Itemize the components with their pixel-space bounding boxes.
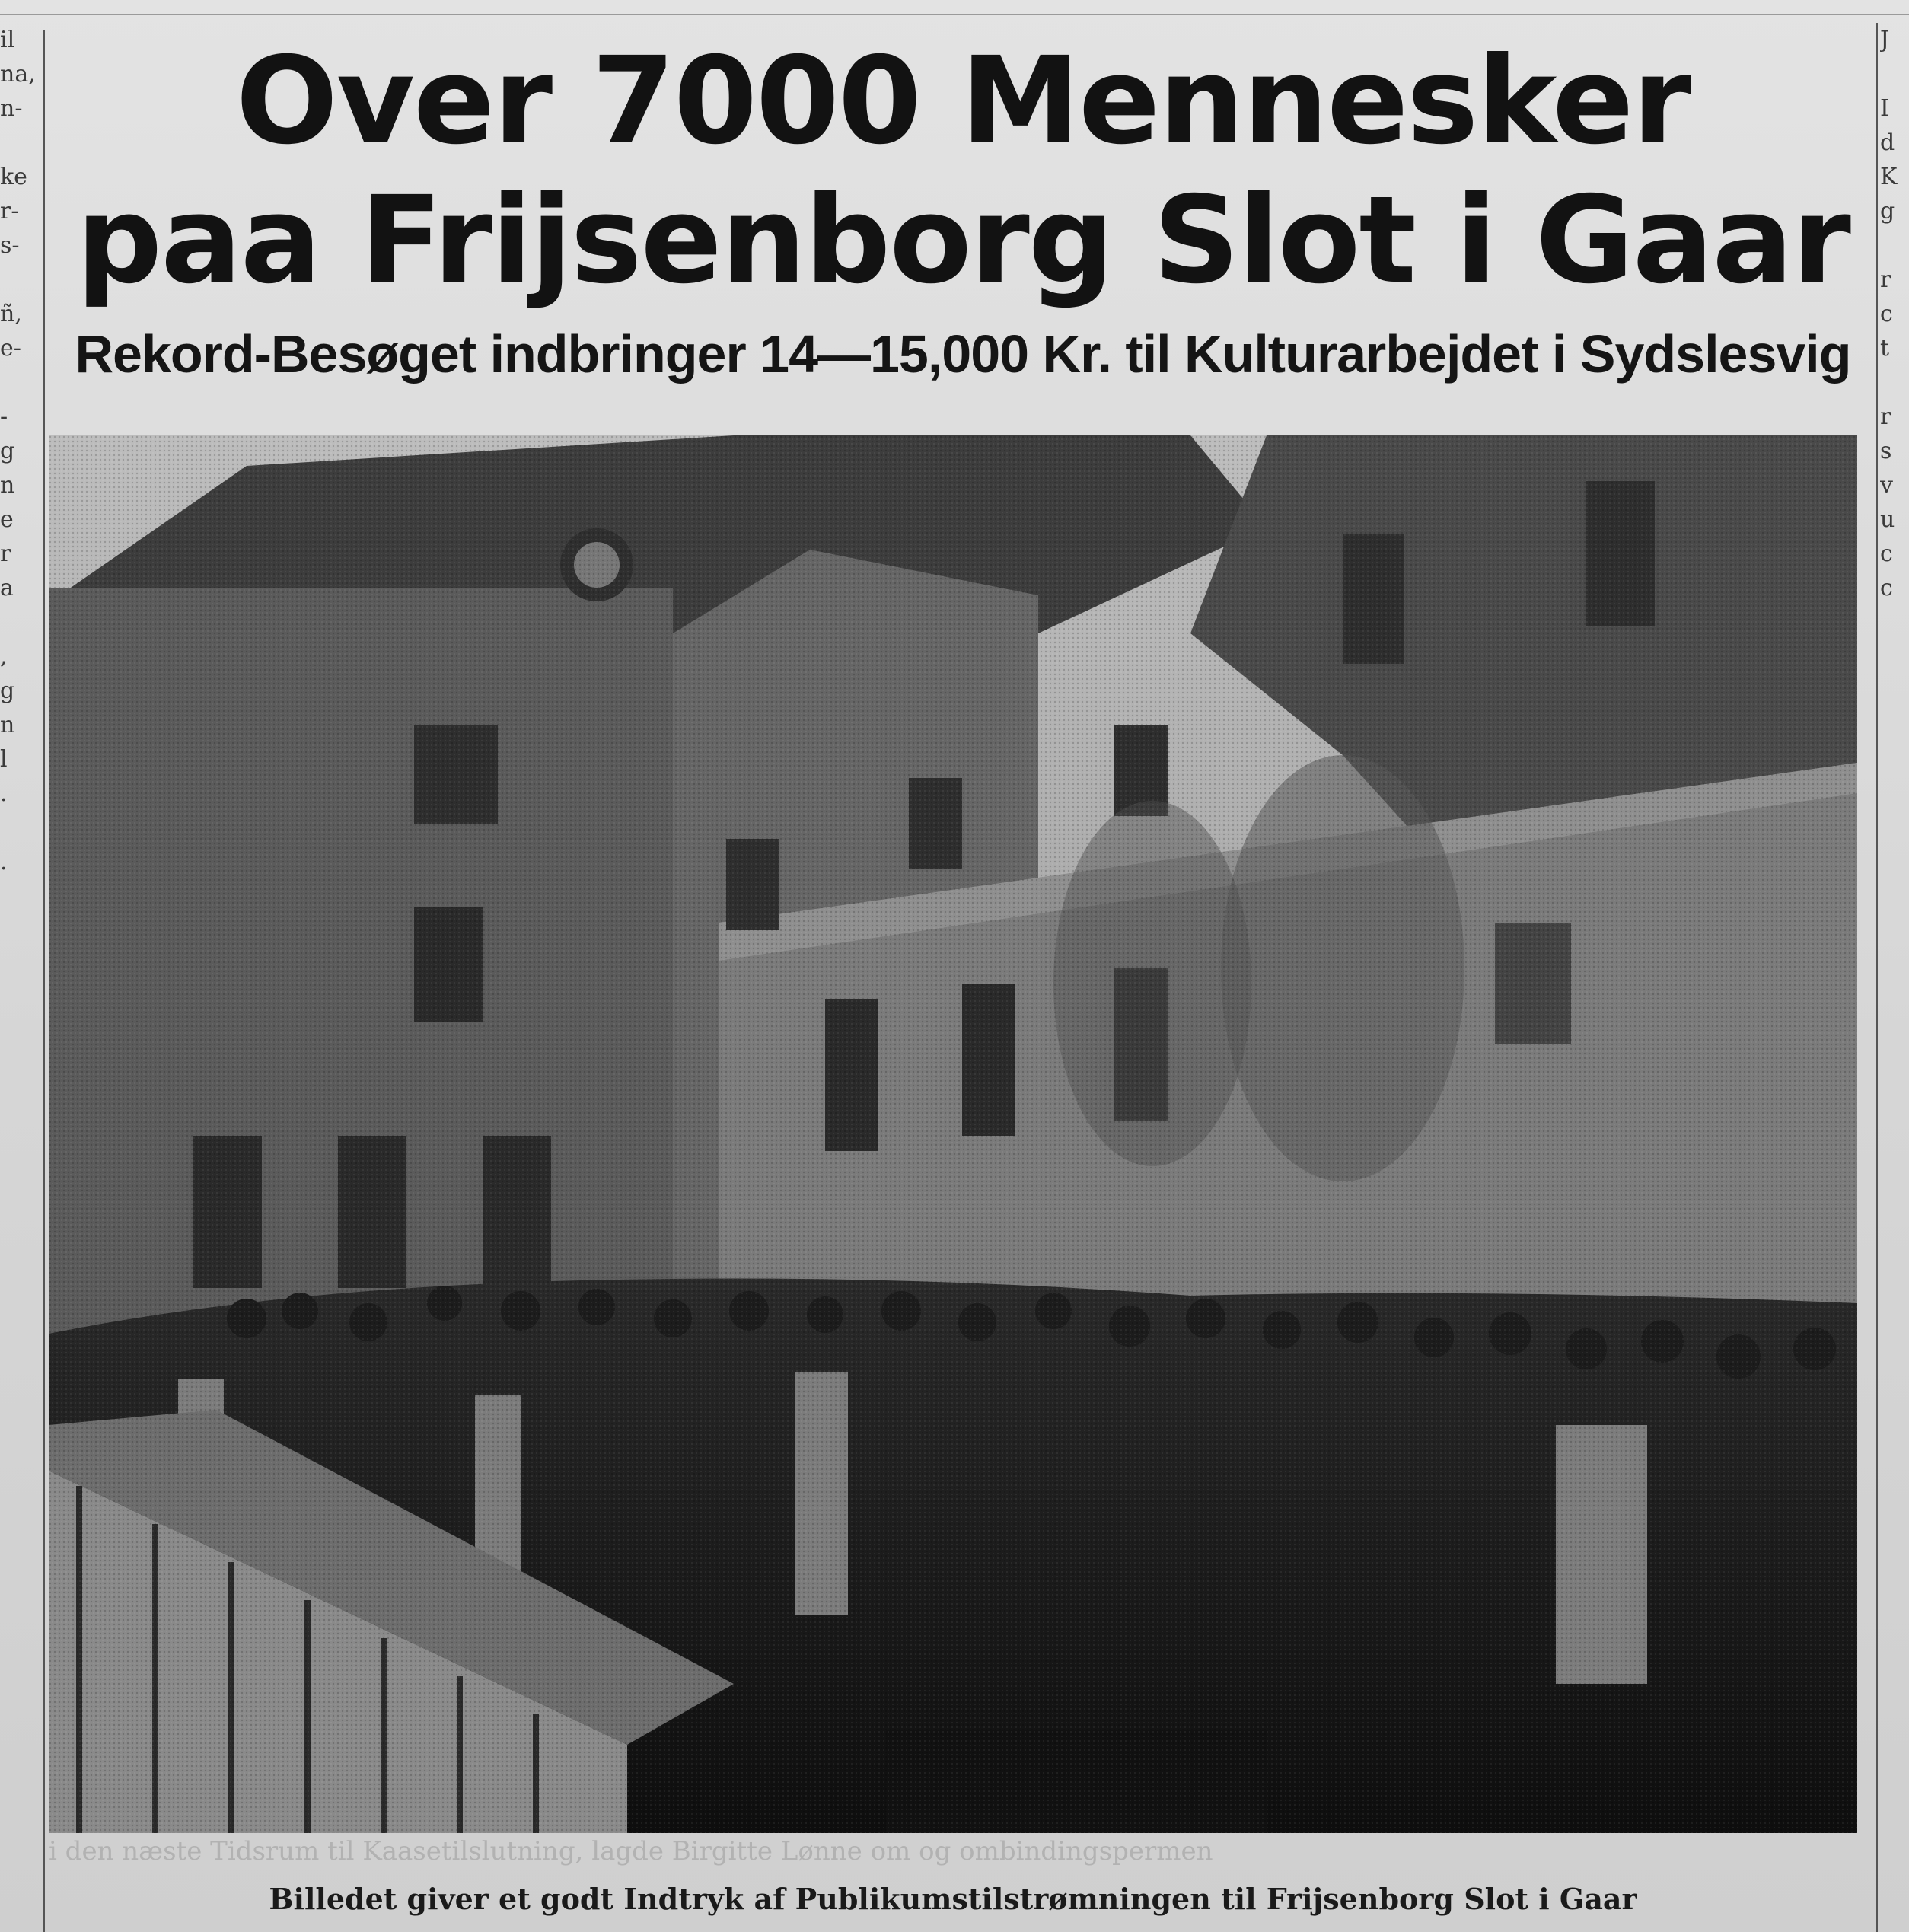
right-column-line: g bbox=[1880, 198, 1895, 225]
left-column-line: g bbox=[0, 677, 15, 704]
left-column-line bbox=[0, 126, 43, 160]
right-column-line: I bbox=[1880, 95, 1889, 122]
left-column-line: n- bbox=[0, 95, 23, 122]
left-column-line: - bbox=[0, 403, 8, 430]
left-column-line: a bbox=[0, 575, 14, 601]
right-column-line: d bbox=[1880, 129, 1895, 156]
right-column-line: u bbox=[1880, 506, 1895, 533]
photo-caption: Billedet giver et godt Indtryk af Publikumstilstrømningen til Frijsenborg Slot i Gaar bbox=[269, 1882, 1637, 1916]
photo-illustration bbox=[49, 435, 1857, 1833]
right-column-rule bbox=[1876, 23, 1878, 1932]
left-column-rule bbox=[43, 30, 45, 1932]
left-column-line: . bbox=[0, 780, 8, 807]
right-column-line: s bbox=[1880, 438, 1892, 464]
left-column-line: . bbox=[0, 849, 8, 875]
left-column-line: e- bbox=[0, 335, 21, 362]
left-column-line: il bbox=[0, 27, 15, 53]
right-column-line: K bbox=[1880, 164, 1898, 190]
left-column-line: n bbox=[0, 472, 15, 499]
left-column-line: e bbox=[0, 506, 14, 533]
left-column-line bbox=[0, 605, 43, 639]
right-column-line: r bbox=[1880, 403, 1891, 430]
left-column-line: ke bbox=[0, 164, 27, 190]
left-column-line: s- bbox=[0, 232, 20, 259]
right-column-fragment bbox=[1880, 23, 1909, 1012]
left-column-line bbox=[0, 365, 43, 400]
headline-line-2: paa Frijsenborg Slot i Gaar bbox=[76, 171, 1850, 311]
headline-line-1: Over 7000 Mennesker bbox=[235, 31, 1691, 171]
right-column-line: c bbox=[1880, 301, 1893, 327]
show-through-text: i den næste Tidsrum til Kaasetilslutning, lagde Birgitte Lønne om og ombindingspermen bbox=[49, 1836, 1213, 1867]
castle-crowd-photo bbox=[49, 435, 1857, 1833]
left-column-line bbox=[0, 263, 43, 297]
left-column-line: , bbox=[0, 643, 8, 670]
left-column-line bbox=[0, 811, 43, 845]
top-border bbox=[0, 14, 1909, 15]
left-column-line: l bbox=[0, 746, 8, 773]
right-column-line: c bbox=[1880, 575, 1893, 601]
right-column-line: r bbox=[1880, 266, 1891, 293]
left-column-fragment bbox=[0, 23, 43, 1012]
right-column-line: t bbox=[1880, 335, 1890, 362]
right-column-line: c bbox=[1880, 540, 1893, 567]
left-column-line: n bbox=[0, 712, 15, 738]
right-column-line bbox=[1880, 57, 1909, 91]
right-column-line bbox=[1880, 228, 1909, 263]
left-column-line: r bbox=[0, 540, 11, 567]
left-column-line: ñ, bbox=[0, 301, 22, 327]
left-column-line: r- bbox=[0, 198, 19, 225]
subheadline: Rekord-Besøget indbringer 14—15,000 Kr. til Kulturarbejdet i Sydslesvig bbox=[75, 324, 1851, 384]
left-column-line: g bbox=[0, 438, 15, 464]
right-column-line: v bbox=[1880, 472, 1893, 499]
right-column-line: J bbox=[1880, 27, 1890, 53]
left-column-line: na, bbox=[0, 61, 36, 88]
right-column-line bbox=[1880, 365, 1909, 400]
